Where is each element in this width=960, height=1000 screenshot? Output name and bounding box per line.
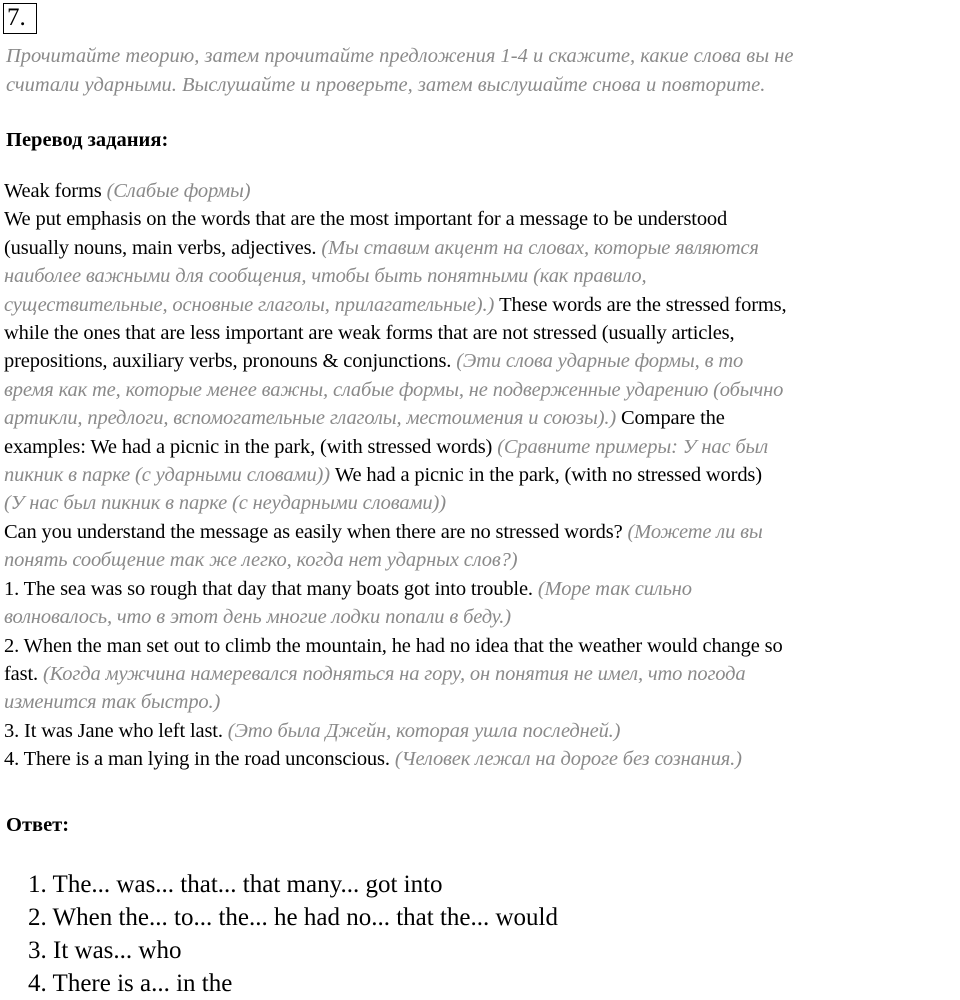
english-text: 2. When the man set out to climb the mountain, he had no idea that the weather would change so	[4, 634, 783, 657]
english-text: (usually nouns, main verbs, adjectives.	[4, 236, 322, 259]
english-text: fast.	[4, 662, 43, 685]
russian-translation-text: (Это была Джейн, которая ушла последней.)	[227, 719, 621, 742]
answer-list	[28, 868, 558, 1000]
translation-line	[4, 433, 960, 461]
russian-translation-text: (Когда мужчина намеревался подняться на гору, он понятия не имел, что погода	[42, 662, 746, 685]
russian-translation-text: время как те, которые менее важны, слабые формы, не подверженные ударению (обычно	[4, 378, 784, 401]
translation-line	[4, 575, 960, 603]
russian-translation-text: артикли, предлоги, вспомогательные глаголы, местоимения и союзы).)	[4, 407, 617, 430]
answer-item: 4. There is a... in the	[28, 970, 233, 997]
russian-translation-text: (Море так сильно	[537, 577, 692, 600]
answer-item: 3. It was... who	[28, 937, 182, 964]
russian-translation-text: волновалось, что в этот день многие лодки попали в беду.)	[4, 606, 511, 629]
russian-translation-text: понять сообщение так же легко, когда нет ударных слов?)	[4, 549, 518, 572]
russian-translation-text: (У нас был пикник в парке (с неударными словами))	[4, 492, 446, 515]
answer-item: 1. The... was... that... that many... got into	[28, 871, 443, 898]
russian-translation-text: существительные, основные глаголы, прилагательные).)	[4, 293, 495, 316]
answer-heading: Ответ:	[6, 814, 70, 836]
english-text: Compare the	[616, 407, 725, 430]
task-line: считали ударными. Выслушайте и проверьте, затем выслушайте снова и повторите.	[6, 74, 766, 96]
translation-line	[4, 717, 960, 745]
answer-item: 2. When the... to... the... he had no... that the... would	[28, 904, 558, 931]
task-line: Прочитайте теорию, затем прочитайте предложения 1-4 и скажите, какие слова вы не	[6, 45, 794, 67]
english-text: Weak forms	[4, 180, 107, 202]
english-text: 3. It was Jane who left last.	[4, 719, 228, 742]
russian-translation-text: (Можете ли вы	[627, 520, 763, 543]
russian-translation-text: (Сравните примеры: У нас был	[497, 435, 769, 458]
translation-heading: Перевод задания:	[6, 129, 169, 151]
english-text: Can you understand the message as easily when there are no stressed words?	[4, 520, 628, 543]
translation-line	[4, 291, 960, 319]
russian-translation-text: изменится так быстро.)	[4, 691, 221, 714]
translation-line	[4, 205, 960, 233]
russian-translation-text: пикник в парке (с ударными словами))	[4, 464, 330, 487]
translation-line	[4, 461, 960, 489]
translation-line	[4, 404, 960, 432]
translation-line	[4, 234, 960, 262]
russian-translation-text: (Человек лежал на дороге без сознания.)	[394, 748, 742, 771]
translation-line	[4, 177, 960, 205]
translation-line	[4, 489, 960, 517]
translation-line	[4, 632, 960, 660]
translation-line	[4, 376, 960, 404]
russian-translation-text: (Мы ставим акцент на словах, которые являются	[321, 236, 759, 259]
translation-line	[4, 262, 960, 290]
russian-translation-text: (Эти слова ударные формы, в то	[456, 350, 744, 373]
english-text: examples: We had a picnic in the park, (with stressed words)	[4, 435, 498, 458]
translation-line	[4, 319, 960, 347]
translation-line	[4, 660, 960, 688]
translation-line	[4, 603, 960, 631]
translation-text	[4, 177, 960, 774]
english-text: while the ones that are less important are weak forms that are not stressed (usually articles,	[4, 322, 735, 345]
translation-line	[4, 347, 960, 375]
russian-translation-text: (Слабые формы)	[106, 180, 251, 202]
english-text: These words are the stressed forms,	[494, 293, 787, 316]
task-instructions	[6, 42, 956, 100]
translation-line	[4, 688, 960, 716]
english-text: We put emphasis on the words that are the most important for a message to be understood	[4, 208, 728, 231]
russian-translation-text: наиболее важными для сообщения, чтобы быть понятными (как правило,	[4, 265, 647, 288]
translation-line	[4, 745, 960, 773]
english-text: 1. The sea was so rough that day that many boats got into trouble.	[4, 577, 538, 600]
translation-line	[4, 518, 960, 546]
exercise-number: 7.	[3, 3, 37, 34]
english-text: We had a picnic in the park, (with no stressed words)	[329, 464, 762, 487]
english-text: 4. There is a man lying in the road unconscious.	[4, 748, 395, 771]
english-text: prepositions, auxiliary verbs, pronouns & conjunctions.	[4, 350, 457, 373]
translation-line	[4, 546, 960, 574]
